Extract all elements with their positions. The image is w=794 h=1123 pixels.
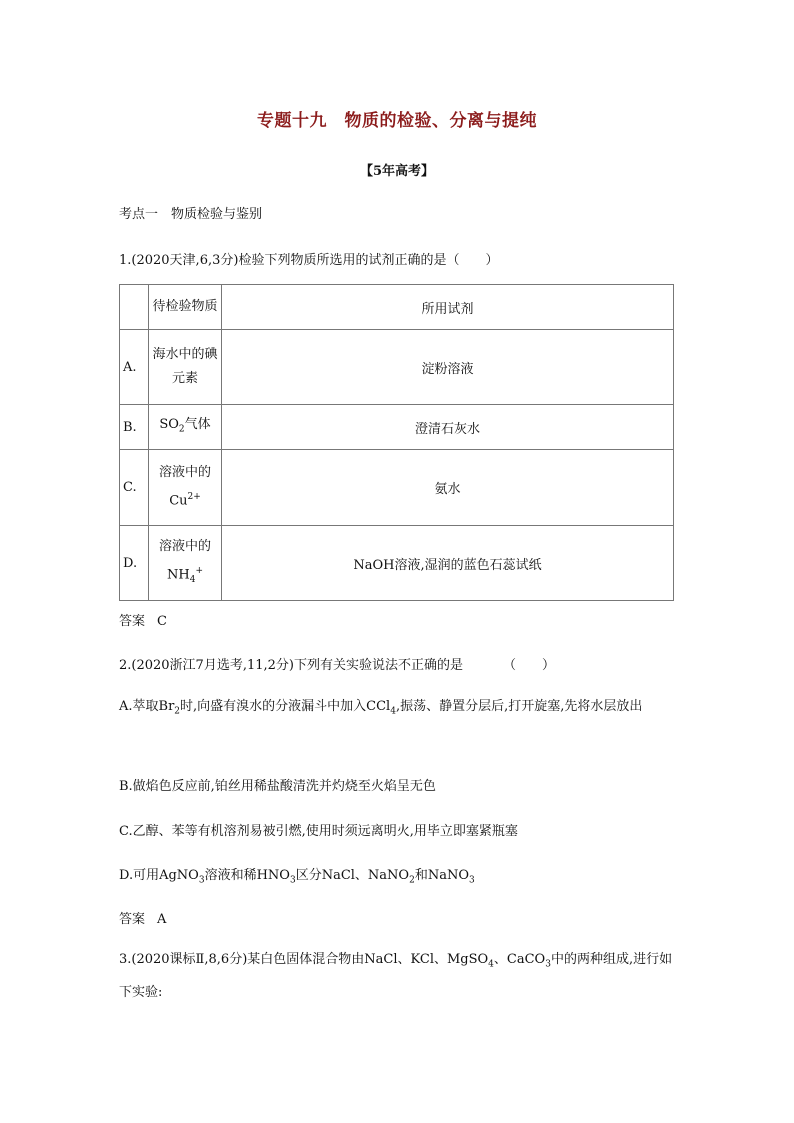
- table-header-item: 待检验物质: [149, 285, 222, 330]
- table-header-reagent: 所用试剂: [222, 285, 674, 330]
- reagent: 澄清石灰水: [222, 405, 674, 450]
- question-2-option-c: C.乙醇、苯等有机溶剂易被引燃,使用时须远离明火,用毕立即塞紧瓶塞: [119, 824, 518, 839]
- question-2-option-b: B.做焰色反应前,铂丝用稀盐酸清洗并灼烧至火焰呈无色: [119, 779, 436, 794]
- reagent: NaOH溶液,湿润的蓝色石蕊试纸: [222, 526, 674, 601]
- option-key: C.: [120, 450, 149, 526]
- question-2-option-d: D.可用AgNO$_3$溶液和稀$HNO_3$区分NaCl、NaNO$_2$和NaNO$_3$: [119, 868, 475, 886]
- test-substance: 溶液中的$Cu^{2+}$: [149, 450, 222, 526]
- option-key: A.: [120, 330, 149, 405]
- reagent: 氨水: [222, 450, 674, 526]
- page-title: 专题十九 物质的检验、分离与提纯: [257, 111, 537, 131]
- question-2-option-a: A.萃取$Br_2$时,向盛有溴水的分液漏斗中加入CCl$_4$,振荡、静置分层后,打开旋塞,先将水层放出: [119, 699, 643, 717]
- question-2-stem: 2.(2020浙江7月选考,11,2分)下列有关实验说法不正确的是 （ ）: [119, 658, 555, 673]
- test-substance: $SO_2$气体: [149, 405, 222, 450]
- option-key: D.: [120, 526, 149, 601]
- reagent: 淀粉溶液: [222, 330, 674, 405]
- option-key: B.: [120, 405, 149, 450]
- question-1-stem: 1.(2020天津,6,3分)检验下列物质所选用的试剂正确的是（ ）: [119, 253, 499, 268]
- question-3-stem: 3.(2020课标Ⅱ,8,6分)某白色固体混合物由NaCl、KCl、MgSO$_4$、CaCO$_3$中的两种组成,进行如下实验:: [119, 952, 673, 1000]
- table-row: [120, 405, 674, 450]
- table-header-blank: [120, 285, 149, 330]
- reagent-table: [119, 284, 674, 601]
- test-substance: 海水中的碘元素: [149, 330, 222, 405]
- table-row: [120, 526, 674, 601]
- table-row: [120, 330, 674, 405]
- table-row: [120, 450, 674, 526]
- question-1-answer: 答案 C: [119, 614, 167, 629]
- table-header-row: [120, 285, 674, 330]
- test-substance: 溶液中的$NH_4^+$: [149, 526, 222, 601]
- question-2-answer: 答案 A: [119, 912, 167, 927]
- section-subtitle: 【5年高考】: [359, 164, 435, 179]
- topic-heading: 考点一 物质检验与鉴别: [119, 207, 263, 222]
